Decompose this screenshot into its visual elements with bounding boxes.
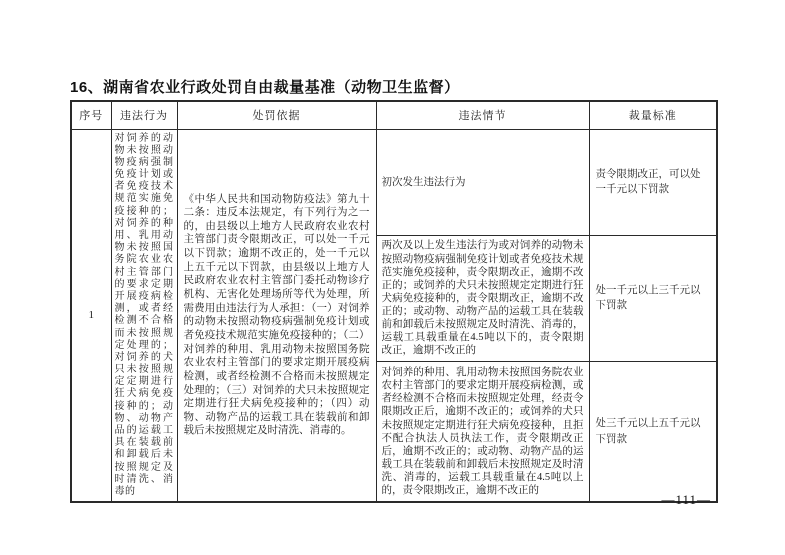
penalty-standards-table [70,100,718,503]
column-header-behavior: 违法行为 [111,101,177,129]
column-header-circumstance: 违法情节 [376,101,589,129]
circumstance-cell-tier1: 初次发生违法行为 [376,129,589,235]
circumstance-cell-tier2: 两次及以上发生违法行为或对饲养的动物未按照动物疫病强制免疫计划或者免疫技术规范实施免疫接种，责令限期改正，逾期不改正的；或饲养的犬只未按照规定定期进行狂犬病免疫接种的，责令限期改正，逾期不改正的；或动物、动物产品的运载工具在装载前和卸载后未按照规定及时清洗、消毒的，运载工具载重量在4.5吨以下的，责令限期改正，逾期不改正的 [376,235,589,362]
column-header-basis: 处罚依据 [177,101,376,129]
serial-number-cell: 1 [71,129,111,502]
table-row [71,129,717,235]
page-number: —111— [661,492,711,507]
column-header-standard: 裁量标准 [589,101,717,129]
column-header-index: 序号 [71,101,111,129]
standard-cell-tier2: 处一千元以上三千元以下罚款 [589,235,717,362]
circumstance-cell-tier3: 对饲养的种用、乳用动物未按照国务院农业农村主管部门的要求定期开展疫病检测，或者经检测不合格而未按照规定处理，经责令限期改正后，逾期不改正的；或饲养的犬只未按照规定定期进行狂犬病免疫接种，且拒不配合执法人员执法工作，责令限期改正后，逾期不改正的；或动物、动物产品的运载工具在装载前和卸载后未按照规定及时清洗、消毒的，运载工具载重量在4.5吨以上的，责令限期改正，逾期不改正的 [376,362,589,502]
document-title: 16、湖南省农业行政处罚自由裁量基准（动物卫生监督） [70,79,460,96]
standard-cell-tier3: 处三千元以上五千元以下罚款 [589,362,717,502]
table-header-row [71,101,717,129]
illegal-behavior-cell: 对饲养的动物未按照动物疫病强制免疫计划或者免疫技术规范实施免疫接种的；对饲养的种用、乳用动物未按照国务院农业农村主管部门的要求定期开展疫病检测，或者经检测不合格而未按照规定处理的；对饲养的犬只未按照规定定期进行狂犬病免疫接种的；动物、动物产品的运载工具在装载前和卸载后未按照规定及时清洗、消毒的 [111,129,177,502]
standard-cell-tier1: 责令限期改正，可以处一千元以下罚款 [589,129,717,235]
penalty-basis-cell: 《中华人民共和国动物防疫法》第九十二条：违反本法规定，有下列行为之一的，由县级以上地方人民政府农业农村主管部门责令限期改正，可以处一千元以下罚款；逾期不改正的，处一千元以上五千元以下罚款，由县级以上地方人民政府农业农村主管部门委托动物诊疗机构、无害化处理场所等代为处理，所需费用由违法行为人承担：（一）对饲养的动物未按照动物疫病强制免疫计划或者免疫技术规范实施免疫接种的；（二）对饲养的种用、乳用动物未按照国务院农业农村主管部门的要求定期开展疫病检测，或者经检测不合格而未按照规定处理的；（三）对饲养的犬只未按照规定定期进行狂犬病免疫接种的；（四）动物、动物产品的运载工具在装载前和卸载后未按照规定及时清洗、消毒的。 [177,129,376,502]
